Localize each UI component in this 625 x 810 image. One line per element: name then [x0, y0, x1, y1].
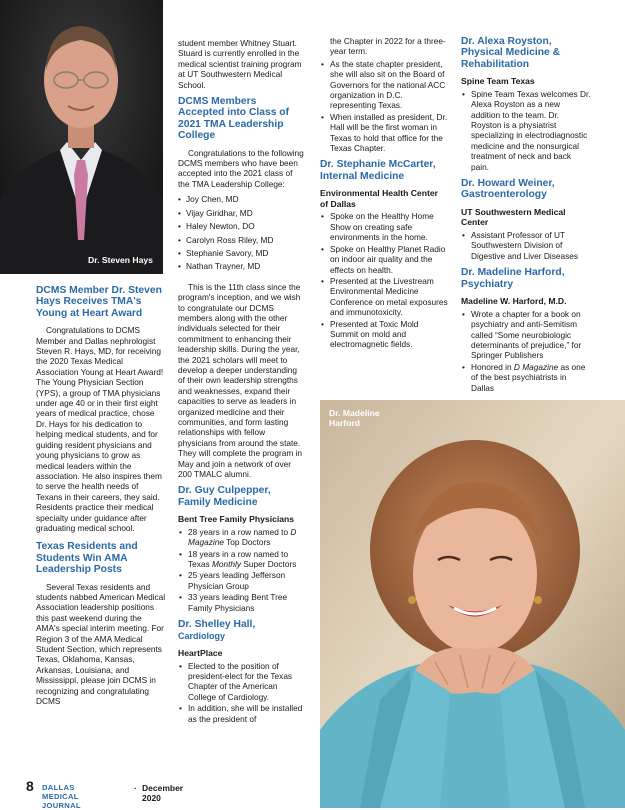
article-body: Congratulations to the following DCMS members who have been accepted into the 2021 class of the TMA Leadership College:: [178, 147, 304, 189]
physician-name: [178, 619, 304, 642]
article-headline: Texas Residents and Students Win AMA Leadership Posts: [36, 541, 138, 576]
list-item: • Spine Team Texas welcomes Dr. Alexa Royston as a new addition to the team. Dr. Royston is a physiatrist specializing in electrodiagnostic medicine and the nonsurgical treatment of neck and back pain.: [471, 89, 591, 172]
list-item: • Elected to the position of president-elect for the Texas Chapter of the American College of Cardiology.: [188, 661, 304, 703]
leadership-college-list: [178, 194, 304, 271]
madeline-harford-portrait: [320, 400, 625, 808]
practice-name: UT Southwestern Medical Center: [461, 206, 566, 228]
achievement-list: [320, 211, 448, 349]
journal-name: DALLAS MEDICAL JOURNAL: [42, 783, 81, 810]
column-3: [320, 36, 448, 356]
list-item: • Joy Chen, MD: [186, 194, 304, 204]
issue-date: December 2020: [142, 783, 184, 803]
list-item: [188, 527, 304, 548]
column-2: [178, 38, 304, 730]
column-4: [461, 36, 591, 399]
footer-separator: ·: [134, 783, 137, 793]
practice-name: HeartPlace: [178, 647, 223, 658]
article-body: student member Whitney Stuart. Stuard is currently enrolled in the medical scientist training program at UT Southwestern Medical School.: [178, 38, 302, 90]
achievement-list: [320, 59, 448, 154]
item-text: Honored in: [471, 361, 514, 372]
name-text: Dr. Shelley Hall,: [178, 619, 256, 631]
achievement-list: [461, 89, 591, 172]
magazine-title: D Magazine: [188, 526, 297, 548]
article-body: This is the 11th class since the program's inception, and we wish to congratulate our DCMS members along with the other individuals selected for their commitment to enhancing their leadership skills. During the year, the 2021 scholars will meet to develop a deeper understanding of their own leadership strengths and weaknesses, expand their capacities to serve as leaders in organized medicine and their communities, and form lasting relationships with fellow physicians from around the state. They will complete the program in May and join a network of over 200 TMALC alumni.: [178, 281, 303, 480]
practice-name: Spine Team Texas: [461, 76, 535, 87]
magazine-title: D Magazine: [513, 361, 559, 372]
article-headline: DCMS Members Accepted into Class of 2021 TMA Leadership College: [178, 96, 289, 142]
item-text: as one of the best psychiatrists in Dallas: [471, 361, 586, 393]
item-text: Super Doctors: [241, 559, 297, 570]
list-item: • Carolyn Ross Riley, MD: [186, 235, 304, 245]
physician-name: Dr. Stephanie McCarter, Internal Medicine: [320, 159, 436, 182]
achievement-list: [178, 661, 304, 724]
list-item: • 33 years leading Bent Tree Family Physicians: [188, 592, 304, 613]
list-item: • In addition, she will be installed as the president of: [188, 703, 304, 724]
article-headline: DCMS Member Dr. Steven Hays Receives TMA's Young at Heart Award: [36, 285, 162, 319]
list-item: • When installed as president, Dr. Hall will be the first woman in Texas to hold that office for the Texas Chapter.: [330, 112, 448, 154]
photo-steven-hays: [0, 0, 163, 274]
column-1: [36, 285, 166, 712]
list-item: • Vijay Giridhar, MD: [186, 208, 304, 218]
physician-name: Dr. Howard Weiner, Gastroenterology: [461, 178, 555, 201]
physician-name: Dr. Alexa Royston, Physical Medicine & Rehabilitation: [461, 36, 561, 70]
physician-name: Dr. Guy Culpepper, Family Medicine: [178, 485, 271, 508]
photo-caption: [329, 408, 380, 428]
list-item: • Presented at the Livestream Environmental Medicine Conference on metal exposures and immunotoxicity.: [330, 276, 448, 318]
article-body: Congratulations to DCMS Member and Dallas nephrologist Steven R. Hays, MD, for receiving the 2020 Texas Medical Association Young at Heart Award! The Young Physician Section (YPS), a group of TMA physicians under age 40 or in their first eight years of medical practice, chose Dr. Hays for his dedication to helping medical students, and for guiding resident physicians and young physicians to grow as medical leaders within the association. He also inspires them to serve the health needs of Texans in their careers, they said. Residents practice their medical specialty under guidance after graduating medical school.: [36, 325, 164, 533]
list-item: [188, 549, 304, 570]
steven-hays-portrait: [0, 0, 163, 274]
list-item: • Assistant Professor of UT Southwestern Division of Digestive and Liver Diseases: [471, 230, 591, 261]
list-item: • Nathan Trayner, MD: [186, 261, 304, 271]
caption-line: Harford: [329, 418, 361, 428]
article-body: the Chapter in 2022 for a three-year term.: [330, 36, 446, 57]
photo-madeline-harford: [320, 400, 625, 808]
list-item: • Spoke on the Healthy Home Show on creating safe environments in the home.: [330, 211, 448, 242]
achievement-list: [178, 527, 304, 613]
practice-name: Madeline W. Harford, M.D.: [461, 296, 567, 307]
physician-name: Dr. Madeline Harford, Psychiatry: [461, 267, 565, 290]
photo-caption: Dr. Steven Hays: [88, 255, 153, 265]
list-item: • Stephanie Savory, MD: [186, 248, 304, 258]
practice-name: Bent Tree Family Physicians: [178, 514, 295, 525]
list-item: • Haley Newton, DO: [186, 221, 304, 231]
caption-line: Dr. Madeline: [329, 408, 380, 418]
article-body: Several Texas residents and students nabbed American Medical Association leadership positions this past weekend during the AMA's special interim meeting. For Region 3 of the AMA Medical Student Section, which represents Texas, Oklahoma, Kansas, Arkansas, Louisiana, and Mississippi, please join DCMS in recognizing and congratulating DCMS: [36, 581, 166, 707]
item-text: Top Doctors: [223, 537, 271, 548]
list-item: • 25 years leading Jefferson Physician Group: [188, 570, 304, 591]
magazine-title: Monthly: [211, 559, 242, 570]
achievement-list: [461, 230, 591, 261]
practice-name: Environmental Health Center of Dallas: [320, 188, 438, 209]
list-item: • As the state chapter president, she will also sit on the Board of Governors for the national ACC organization in D.C. representing Texas.: [330, 59, 448, 111]
achievement-list: [461, 309, 591, 393]
list-item: • Spoke on Healthy Planet Radio on indoor air quality and the effects on health.: [330, 244, 448, 275]
page-number: 8: [26, 778, 34, 794]
list-item: • Wrote a chapter for a book on psychiatry and anti-Semitism called “Some neurobiologic determinants of prejudice,” for Springer Publishers: [471, 309, 591, 361]
specialty-text: Cardiology: [178, 630, 226, 641]
list-item: [471, 362, 591, 393]
item-text: 18 years in a row named to Texas: [188, 548, 289, 570]
item-text: 28 years in a row named to: [188, 526, 291, 537]
list-item: • Presented at Toxic Mold Summit on mold and electromagnetic fields.: [330, 319, 448, 350]
